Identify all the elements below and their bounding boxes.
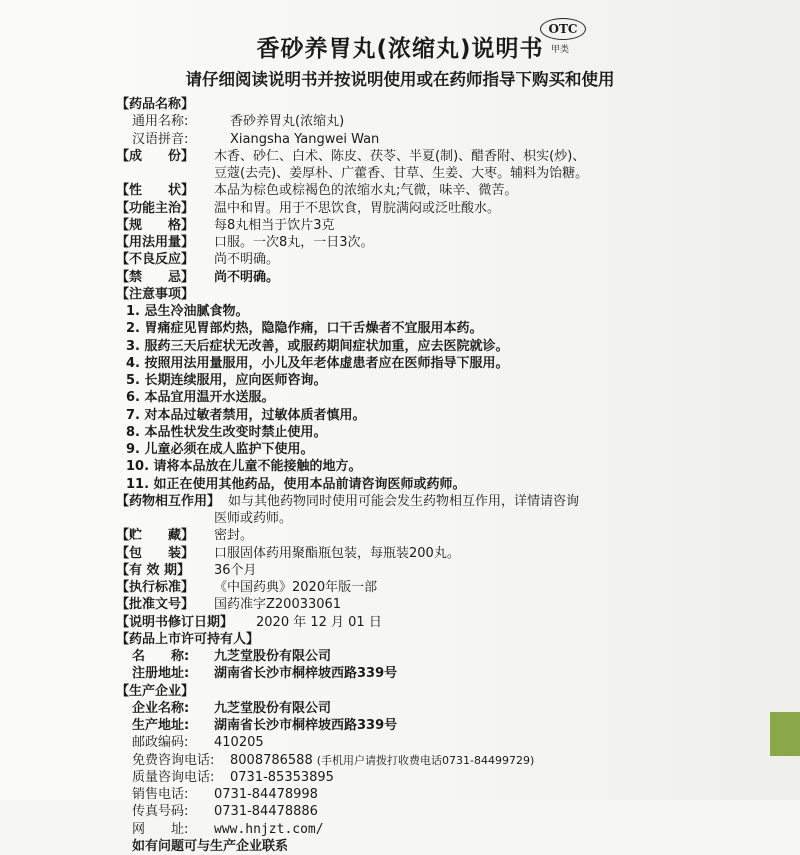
mah-name-row: 名 称: 九芝堂股份有限公司 (132, 649, 332, 664)
precaution-item: 5. 长期连续服用，应向医师咨询。 (126, 373, 327, 388)
maker-heading: 【生产企业】 (116, 683, 195, 699)
precaution-item: 10. 请将本品放在儿童不能接触的地方。 (126, 459, 362, 475)
website-row: 网 址: www.hnjzt.com/ (116, 821, 676, 838)
maker-name-row: 企业名称: 九芝堂股份有限公司 (132, 700, 332, 716)
fax-row: 传真号码: 0731-84478886 (132, 804, 318, 820)
otc-badge: OTC (540, 18, 586, 40)
precaution-item: 6. 本品宜用温开水送服。 (126, 390, 275, 406)
precaution-item: 7. 对本品过敏者禁用，过敏体质者慎用。 (126, 407, 366, 423)
package-row: 【包 装】 口服固体药用聚酯瓶包装，每瓶装200丸。 (116, 545, 460, 561)
quality-tel-row: 质量咨询电话: 0731-85353895 (132, 769, 334, 785)
otc-class-label: 甲类 (551, 45, 570, 55)
sales-tel-row: 销售电话: 0731-84478998 (132, 787, 318, 802)
mah-heading: 【药品上市许可持有人】 (116, 631, 260, 647)
precaution-item: 4. 按照用法用量服用，小儿及年老体虚患者应在医师指导下服用。 (126, 355, 509, 371)
precaution-item: 1. 忌生冷油腻食物。 (126, 304, 249, 319)
precaution-item: 8. 本品性状发生改变时禁止使用。 (126, 424, 327, 440)
common-name-row: 通用名称: 香砂养胃丸(浓缩丸) (132, 114, 345, 130)
free-tel-row: 免费咨询电话: 8008786588 (手机用户请拨打收费电话0731-84499729) (132, 752, 535, 768)
precaution-item: 11. 如正在使用其他药品，使用本品前请咨询医师或药师。 (126, 476, 466, 492)
website-link[interactable]: www.hnjzt.com/ (214, 821, 324, 837)
standard-row: 【执行标准】 《中国药典》2020年版一部 (116, 580, 378, 595)
drug-name-heading: 【药品名称】 (116, 97, 195, 112)
footer-note: 如有问题可与生产企业联系 (132, 838, 289, 854)
ingredients-row: 【成 份】 木香、砂仁、白术、陈皮、茯苓、半夏(制)、醋香附、枳实(炒)、 (116, 148, 586, 164)
approval-row: 【批准文号】 国药准字Z20033061 (116, 597, 342, 613)
function-row: 【功能主治】 温中和胃。用于不思饮食，胃脘满闷或泛吐酸水。 (116, 200, 501, 216)
page-title: 香砂养胃丸(浓缩丸)说明书 (256, 36, 544, 62)
mah-address-row: 注册地址: 湖南省长沙市桐梓坡西路339号 (132, 666, 398, 682)
revision-date-row: 【说明书修订日期】 2020 年 12 月 01 日 (116, 614, 382, 630)
page-subtitle: 请仔细阅读说明书并按说明使用或在药师指导下购买和使用 (185, 70, 615, 89)
character-row: 【性 状】 本品为棕色或棕褐色的浓缩水丸;气微，味辛、微苦。 (116, 183, 518, 199)
maker-address-row: 生产地址: 湖南省长沙市桐梓坡西路339号 (132, 718, 398, 733)
zip-row: 邮政编码: 410205 (132, 735, 264, 751)
precaution-item: 2. 胃痛症见胃部灼热，隐隐作痛，口干舌燥者不宜服用本药。 (126, 321, 483, 337)
spec-row: 【规 格】 每8丸相当于饮片3克 (116, 217, 335, 233)
contraindication-row: 【禁 忌】 尚不明确。 (116, 269, 280, 285)
adverse-row: 【不良反应】 尚不明确。 (116, 252, 280, 268)
green-package-edge (770, 712, 800, 756)
precautions-heading: 【注意事项】 (116, 286, 195, 302)
ingredients-row-cont: 豆蔻(去壳)、姜厚朴、广藿香、甘草、生姜、大枣。辅料为饴糖。 (214, 166, 589, 181)
precaution-item: 3. 服药三天后症状无改善，或服药期间症状加重，应去医院就诊。 (126, 338, 509, 354)
interaction-row-cont: 医师或药师。 (214, 511, 293, 526)
storage-row: 【贮 藏】 密封。 (116, 528, 254, 544)
pinyin-row: 汉语拼音: Xiangsha Yangwei Wan (132, 131, 380, 147)
interaction-row: 【药物相互作用】 如与其他药物同时使用可能会发生药物相互作用，详情请咨询 (116, 493, 580, 509)
precaution-item: 9. 儿童必须在成人监护下使用。 (126, 442, 314, 457)
leaflet-body (116, 96, 676, 855)
validity-row: 【有 效 期】 36个月 (116, 562, 257, 578)
usage-row: 【用法用量】 口服。一次8丸，一日3次。 (116, 235, 374, 250)
